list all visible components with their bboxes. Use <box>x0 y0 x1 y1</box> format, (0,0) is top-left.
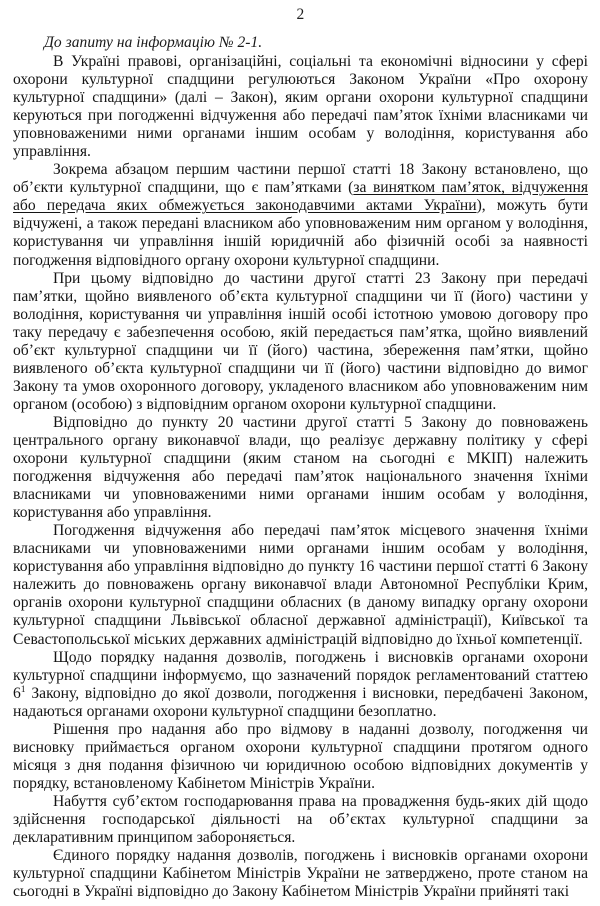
paragraph-2 <box>13 161 588 269</box>
paragraph-3: При цьому відповідно до частини другої статті 23 Закону при передачі пам’ятки, щойно виявленого об’єкта культурної спадщини чи її (його) частини у володіння, користування чи управління іншій особі істотною умовою договору про таку передачу є забезпечення особою, якій передається пам’ятка, щойно виявлений об’єкт культурної спадщини чи її (його) частина, збереження пам’ятки, щойно виявленого об’єкта культурної спадщини чи її (його) частини відповідно до вимог Закону та умов охоронного договору, укладеного власником або уповноваженим ним органом (особою) з відповідним органом охорони культурної спадщини. <box>13 269 588 413</box>
paragraph-2-text-after-underline: ), можуть бути відчужені, а також передані власником або уповноваженим ним органом у володіння, користування чи управління іншій юридичній або фізичній особі за наявності погодження відповідного органу охорони культурної спадщини. <box>13 197 588 269</box>
request-reference-line: До запиту на інформацію № 2-1. <box>44 34 263 51</box>
document-body <box>13 53 588 901</box>
page-number: 2 <box>296 6 305 23</box>
paragraph-6-text-before-superscript: Щодо порядку надання дозволів, погоджень і висновків органами охорони культурної спадщини інформуємо, що зазначений порядок регламентований статтею 6 <box>13 648 588 702</box>
paragraph-4: Відповідно до пункту 20 частини другої статті 5 Закону до повноважень центрального органу виконавчої влади, що реалізує державну політику у сфері охорони культурної спадщини (яким станом на сьогодні є МКІП) належить погодження відчуження або передачі пам’яток національного значення їхніми власниками чи уповноваженими ними органами іншим особам у володіння, користування або управління. <box>13 413 588 522</box>
paragraph-6-text-after-superscript: Закону, відповідно до якої дозволи, погодження і висновки, передбачені Законом, надаються органами охорони культурної спадщини безоплатно. <box>13 684 588 720</box>
paragraph-2-text-before-underline: Зокрема абзацом першим частини першої статті 18 Закону встановлено, що об’єкти культурної спадщини, що є пам’ятками ( <box>13 161 588 197</box>
paragraph-9: Єдиного порядку надання дозволів, погоджень і висновків органами охорони культурної спадщини Кабінетом Міністрів України не затверджено, проте станом на сьогодні в Україні відповідно до Закону Кабінетом Міністрів України прийняті такі <box>13 847 588 901</box>
paragraph-1: В Україні правові, організаційні, соціальні та економічні відносини у сфері охорони культурної спадщини регулюються Законом України «Про охорону культурної спадщини» (далі – Закон), яким органи охорони культурної спадщини керуються при погодженні відчуження або передачі пам’яток їхніми власниками чи уповноваженими ними органами іншим особам у володіння, користування або управління. <box>13 53 588 161</box>
paragraph-2-underlined-clause: за винятком пам’яток, відчуження або передача яких обмежується законодавчими актами України <box>13 179 588 215</box>
paragraph-8: Набуття суб’єктом господарювання права на провадження будь-яких дій щодо здійснення господарської діяльності на об’єктах культурної спадщини за декларативним принципом забороняється. <box>13 792 588 847</box>
paragraph-6 <box>13 649 588 721</box>
paragraph-7: Рішення про надання або про відмову в наданні дозволу, погодження чи висновку приймається органом охорони культурної спадщини протягом одного місяця з дня подання фізичною чи юридичною особою відповідних документів у порядку, встановленому Кабінетом Міністрів України. <box>13 720 588 792</box>
article-superscript-number: 1 <box>20 683 26 695</box>
paragraph-5: Погодження відчуження або передачі пам’яток місцевого значення їхніми власниками чи уповноваженими ними органами іншим особам у володіння, користування або управління відповідно до пункту 16 частини першої статті 6 Закону належить до повноважень органу виконавчої влади Автономної Республіки Крим, органів охорони культурної спадщини обласних (в даному випадку органу охорони культурної спадщини Львівської обласної державної адміністрації), Київської та Севастопольської міських державних адміністрацій відповідно до їхньої компетенції. <box>13 522 588 648</box>
